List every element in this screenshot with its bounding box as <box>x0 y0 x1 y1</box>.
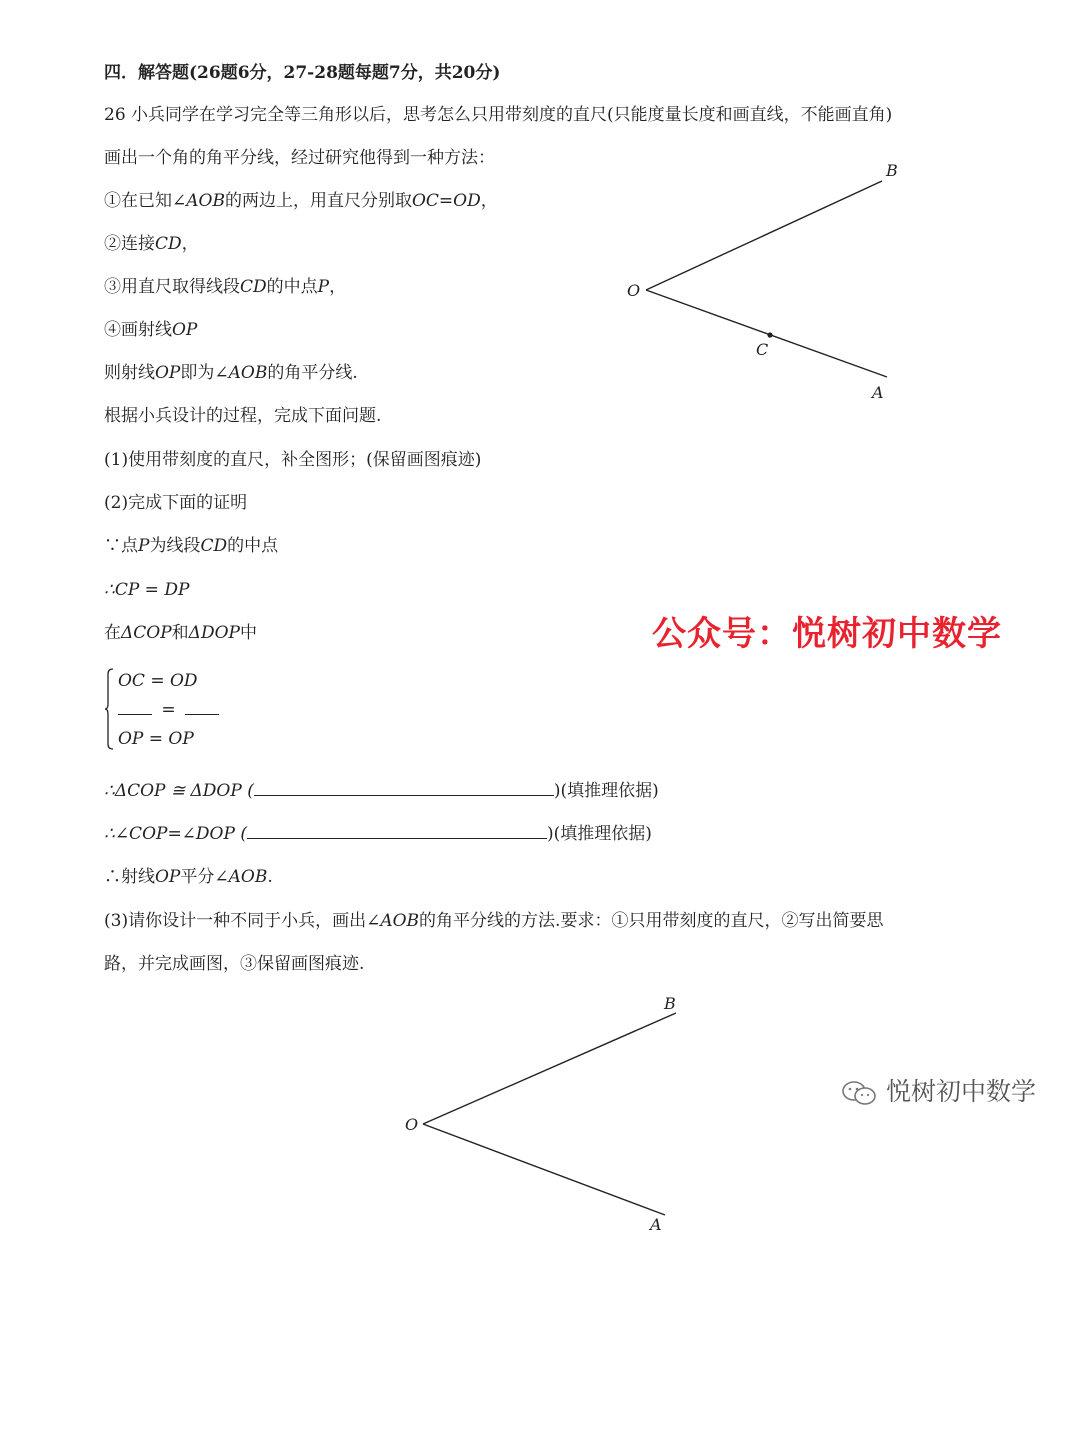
bisect-suffix: . <box>267 867 273 887</box>
system-row-2 <box>118 699 219 721</box>
question-intro-line1: 26 小兵同学在学习完全等三角形以后，思考怎么只用带刻度的直尺(只能度量长度和画直线，不能画直角) <box>104 105 893 125</box>
part3-line1-suffix: 的角平分线的方法.要求：①只用带刻度的直尺，②写出简要思 <box>419 911 884 931</box>
system-row-1: OC = OD <box>118 671 198 691</box>
angle-equal-statement <box>104 823 652 845</box>
system-blank-left[interactable] <box>118 700 152 715</box>
proof-therefore-eq: ∴CP = DP <box>104 580 190 600</box>
proof-because-suffix: 的中点 <box>227 536 279 556</box>
step3-suffix: ， <box>329 277 347 297</box>
step1-eq: OC=OD <box>411 191 481 211</box>
label-a-1: A <box>872 383 884 402</box>
angle-reason-blank[interactable] <box>247 824 547 839</box>
congruent-prefix: ∴ΔCOP ≅ ΔDOP ( <box>104 781 254 801</box>
footer-account <box>840 1072 1036 1108</box>
step3-mid: 的中点 <box>266 277 318 297</box>
proof-in-tri2: ΔDOP <box>188 623 240 643</box>
label-o-1: O <box>627 281 641 300</box>
conclusion-angle: ∠AOB <box>214 363 268 383</box>
step2-seg: CD <box>155 234 182 254</box>
label-a-2: A <box>650 1215 662 1234</box>
conclusion-ray: OP <box>155 363 181 383</box>
step-4 <box>104 319 197 341</box>
congruent-suffix: )(填推理依据) <box>553 781 659 801</box>
bisect-statement <box>104 866 273 888</box>
footer-account-name: 悦树初中数学 <box>886 1077 1037 1106</box>
brace-icon <box>104 668 114 750</box>
part3-line1-prefix: (3)请你设计一种不同于小兵，画出 <box>104 911 367 931</box>
angle-eq-suffix: )(填推理依据) <box>546 824 652 844</box>
proof-in-suffix: 中 <box>239 623 257 643</box>
part-2: (2)完成下面的证明 <box>104 493 248 513</box>
congruent-reason-blank[interactable] <box>254 781 554 796</box>
step-2 <box>104 233 199 255</box>
step1-suffix: ， <box>480 191 498 211</box>
step-1 <box>104 190 498 212</box>
system-row2-eq: = <box>161 700 176 720</box>
conclusion <box>104 362 358 384</box>
label-b-2: B <box>664 994 676 1013</box>
proof-because-seg: CD <box>200 536 228 556</box>
conclusion-mid: 即为 <box>180 363 215 383</box>
angle-eq-prefix: ∴∠COP=∠DOP ( <box>104 824 247 844</box>
task-intro: 根据小兵设计的过程，完成下面问题. <box>104 406 382 426</box>
step1-angle: ∠AOB <box>172 191 225 211</box>
label-b-1: B <box>886 161 898 180</box>
proof-in-triangles <box>104 622 257 644</box>
step4-prefix: ④画射线 <box>104 320 172 340</box>
step4-ray: OP <box>172 320 198 340</box>
part-3-line1 <box>104 910 883 932</box>
proof-because <box>104 535 278 557</box>
question-intro-line2: 画出一个角的角平分线，经过研究他得到一种方法： <box>104 148 495 168</box>
ray-ob-2 <box>423 1013 676 1124</box>
part-1: (1)使用带刻度的直尺，补全图形；(保留画图痕迹) <box>104 450 482 470</box>
conclusion-prefix: 则射线 <box>104 363 155 383</box>
step2-suffix: ， <box>181 234 199 254</box>
ray-oa-1 <box>646 290 887 377</box>
bisect-prefix: ∴射线 <box>104 867 155 887</box>
system-row-3: OP = OP <box>118 729 194 749</box>
proof-in-prefix: 在 <box>104 623 121 643</box>
bisect-mid: 平分 <box>180 867 215 887</box>
bisect-ray: OP <box>155 867 181 887</box>
ray-oa-2 <box>423 1124 665 1215</box>
proof-because-pt: P <box>138 536 150 556</box>
proof-because-mid: 为线段 <box>149 536 201 556</box>
step1-mid: 的两边上，用直尺分别取 <box>224 191 412 211</box>
part3-line1-angle: ∠AOB <box>366 911 420 931</box>
proof-because-prefix: ∵点 <box>104 536 138 556</box>
system-blank-right[interactable] <box>185 700 219 715</box>
part-3-line2: 路，并完成画图，③保留画图痕迹. <box>104 954 365 974</box>
congruent-statement <box>104 780 659 802</box>
section-title: 四．解答题(26题6分，27-28题每题7分，共20分) <box>104 63 501 83</box>
step3-seg: CD <box>240 277 267 297</box>
proof-in-tri1: ΔCOP <box>121 623 172 643</box>
angle-figure-1 <box>600 150 920 410</box>
conclusion-suffix: 的角平分线. <box>267 363 358 383</box>
bisect-angle: ∠AOB <box>214 867 268 887</box>
step3-prefix: ③用直尺取得线段 <box>104 277 240 297</box>
step3-pt: P <box>317 277 330 297</box>
step1-prefix: ①在已知 <box>104 191 172 211</box>
angle-figure-2 <box>380 985 700 1245</box>
point-c-dot <box>767 332 772 337</box>
watermark-text: 公众号：悦树初中数学 <box>652 614 1002 654</box>
proof-in-and: 和 <box>171 623 189 643</box>
step2-prefix: ②连接 <box>104 234 155 254</box>
label-c-1: C <box>756 340 769 359</box>
wechat-icon <box>840 1080 878 1106</box>
ray-ob-1 <box>646 181 882 290</box>
label-o-2: O <box>405 1115 419 1134</box>
step-3 <box>104 276 346 298</box>
